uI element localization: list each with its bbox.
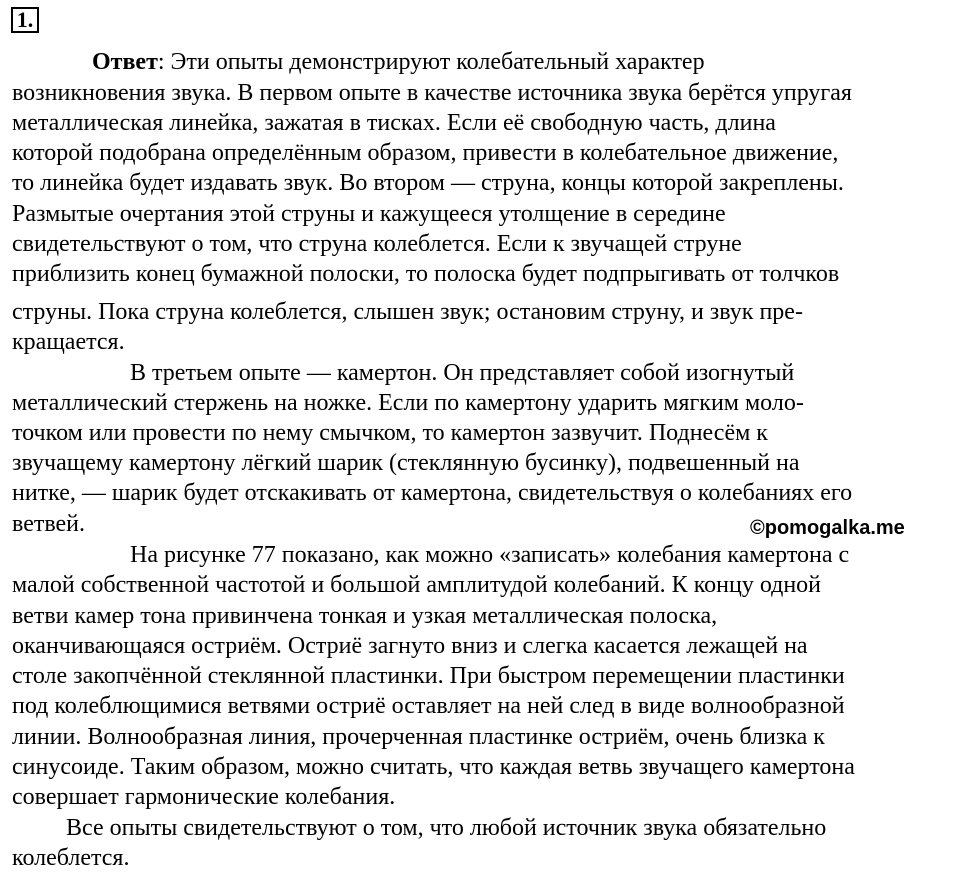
watermark: ©pomogalka.me — [750, 517, 905, 539]
text-line: Размытые очертания этой струны и кажущееся утолщение в середине — [12, 201, 726, 227]
text-line: которой подобрана определённым образом, привести в колебательное движение, — [12, 140, 839, 166]
text-line: оканчивающаяся остриём. Остриё загнуто вниз и слегка касается лежащей на — [12, 633, 808, 659]
text-line: под колеблющимися ветвями остриё оставляет на ней след в виде волнообразной — [12, 693, 845, 719]
text-line: Ответ: Эти опыты демонстрируют колебательный характер — [92, 49, 705, 75]
text-line: приблизить конец бумажной полоски, то полоска будет подпрыгивать от толчков — [12, 261, 840, 287]
text-line: В третьем опыте — камертон. Он представляет собой изогнутый — [130, 360, 795, 386]
text-line: металлическая линейка, зажатая в тисках. Если её свободную часть, длина — [12, 110, 776, 136]
text-line: Все опыты свидетельствуют о том, что любой источник звука обязательно — [66, 815, 827, 841]
text-line: малой собственной частотой и большой амплитудой колебаний. К концу одной — [12, 572, 822, 598]
text-line: столе закопчённой стеклянной пластинки. При быстром перемещении пластинки — [12, 663, 845, 689]
text-line: линии. Волнообразная линия, прочерченная пластинке остриём, очень близка к — [12, 724, 825, 750]
text-line: ветви камер тона привинчена тонкая и узкая металлическая полоска, — [12, 603, 718, 629]
text-line: колеблется. — [12, 845, 130, 871]
text-line: синусоиде. Таким образом, можно считать, что каждая ветвь звучащего камертона — [12, 754, 855, 780]
text-line: струны. Пока струна колеблется, слышен звук; остановим струну, и звук пре- — [12, 299, 803, 325]
text-line: свидетельствуют о том, что струна колеблется. Если к звучащей струне — [12, 231, 742, 257]
answer-label: Ответ — [92, 49, 158, 75]
text-line: ветвей. — [12, 511, 86, 537]
text-line: На рисунке 77 показано, как можно «записать» колебания камертона с — [130, 542, 850, 568]
text-line: точком или провести по нему смычком, то камертон зазвучит. Поднесём к — [12, 420, 768, 446]
text-line: звучащему камертону лёгкий шарик (стеклянную бусинку), подвешенный на — [12, 450, 800, 476]
text-line: возникновения звука. В первом опыте в качестве источника звука берётся упругая — [12, 80, 852, 106]
text-line: металлический стержень на ножке. Если по камертону ударить мягким моло- — [12, 390, 804, 416]
text-line: то линейка будет издавать звук. Во втором — струна, концы которой закреплены. — [12, 170, 844, 196]
text-line: кращается. — [12, 329, 125, 355]
text-line: совершает гармонические колебания. — [12, 784, 396, 810]
text-line: нитке, — шарик будет отскакивать от камертона, свидетельствуя о колебаниях его — [12, 480, 853, 506]
problem-number: 1. — [11, 7, 39, 33]
